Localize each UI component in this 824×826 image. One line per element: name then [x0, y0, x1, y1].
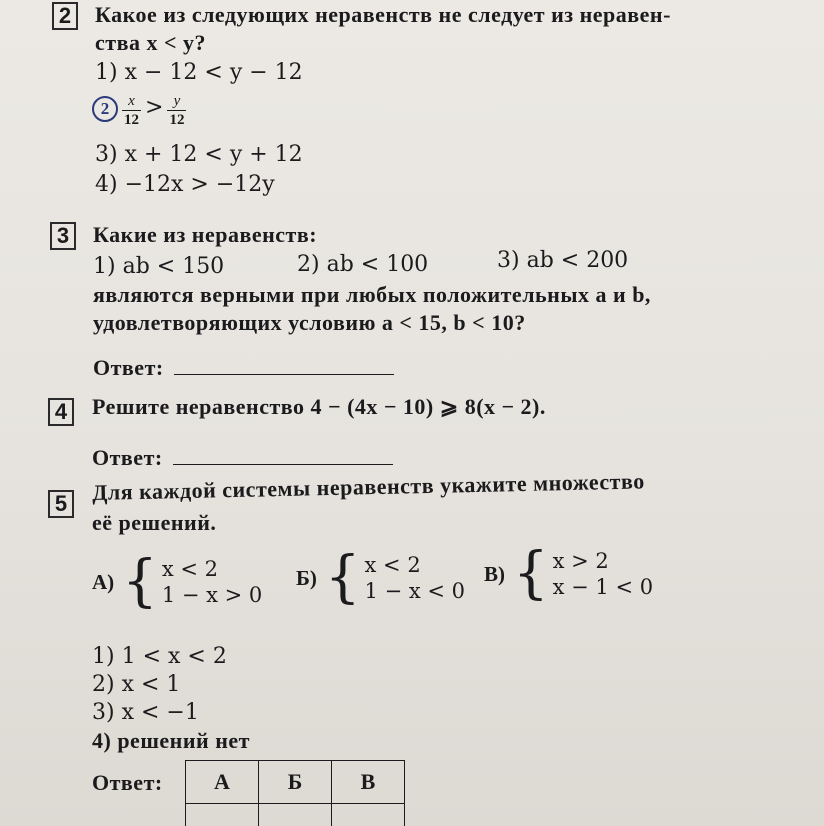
- answer-table-header-c: В: [332, 761, 405, 804]
- q5-answer-label: Ответ:: [92, 770, 163, 795]
- system-a: А) { x < 2 1 − x > 0: [92, 549, 263, 614]
- q3-number: 3: [50, 222, 76, 250]
- q5-option-3: 3) x < −1: [92, 700, 199, 725]
- brace-icon: {: [324, 545, 361, 610]
- answer-label: Ответ:: [92, 445, 163, 470]
- q4-text: Решите неравенство 4 − (4x − 10) ⩾ 8(x − 2).: [92, 394, 546, 419]
- answer-blank[interactable]: [173, 446, 393, 465]
- q4-number: 4: [48, 398, 74, 426]
- q5-text-line1: Для каждой системы неравенств укажите множество: [92, 468, 645, 505]
- system-a-line1: x < 2: [161, 557, 218, 581]
- q3-option-2: 2) ab < 100: [297, 252, 429, 277]
- answer-table-header-b: Б: [259, 761, 332, 804]
- q3-option-1: 1) ab < 150: [93, 254, 225, 279]
- answer-label: Ответ:: [93, 355, 164, 380]
- relation-sign: >: [145, 95, 164, 121]
- system-b: Б) { x < 2 1 − x < 0: [296, 545, 465, 610]
- q5-option-1: 1) 1 < x < 2: [92, 644, 227, 669]
- answer-cell-b[interactable]: [259, 804, 332, 826]
- system-b-line1: x < 2: [364, 553, 421, 577]
- q5-option-2: 2) x < 1: [92, 672, 181, 697]
- q2-option-3: 3) x + 12 < y + 12: [95, 142, 303, 167]
- answer-table: [185, 760, 405, 826]
- answer-cell-c[interactable]: [332, 804, 405, 826]
- system-a-line2: 1 − x > 0: [161, 583, 263, 607]
- brace-icon: {: [513, 541, 549, 606]
- brace-icon: {: [122, 549, 158, 614]
- fraction-right: $\frac{y}{12}$: [169, 93, 185, 128]
- q2-text-line1: Какое из следующих неравенств не следует из неравен-: [95, 2, 671, 27]
- answer-blank[interactable]: [174, 356, 394, 375]
- q2-text-line2: ства x < y?: [95, 30, 206, 55]
- q2-number: 2: [52, 2, 78, 30]
- q2-option-1: 1) x − 12 < y − 12: [95, 60, 303, 85]
- q5-text-line2: её решений.: [92, 510, 217, 535]
- q3-title: Какие из неравенств:: [93, 222, 318, 247]
- q3-text-line1: являются верными при любых положительных a и b,: [93, 282, 651, 307]
- system-b-line2: 1 − x < 0: [364, 579, 465, 603]
- answer-cell-a[interactable]: [186, 804, 259, 826]
- answer-table-header-a: А: [186, 761, 259, 804]
- system-c-line1: x > 2: [552, 549, 609, 573]
- q3-answer-line: [93, 355, 394, 381]
- fraction-left: $\frac{x}{12}$: [124, 93, 139, 128]
- system-c: В) { x > 2 x − 1 < 0: [484, 541, 654, 606]
- q3-text-line2: удовлетворяющих условию a < 15, b < 10?: [93, 310, 526, 335]
- system-c-line2: x − 1 < 0: [552, 575, 654, 599]
- q4-answer-line: [92, 445, 393, 471]
- q5-number: 5: [48, 490, 74, 518]
- q2-option-2: [92, 92, 186, 129]
- answer-mark-circle: 2: [92, 96, 118, 122]
- q3-option-3: 3) ab < 200: [497, 248, 629, 273]
- q5-option-4: 4) решений нет: [92, 728, 250, 753]
- q2-option-4: 4) −12x > −12y: [95, 172, 275, 197]
